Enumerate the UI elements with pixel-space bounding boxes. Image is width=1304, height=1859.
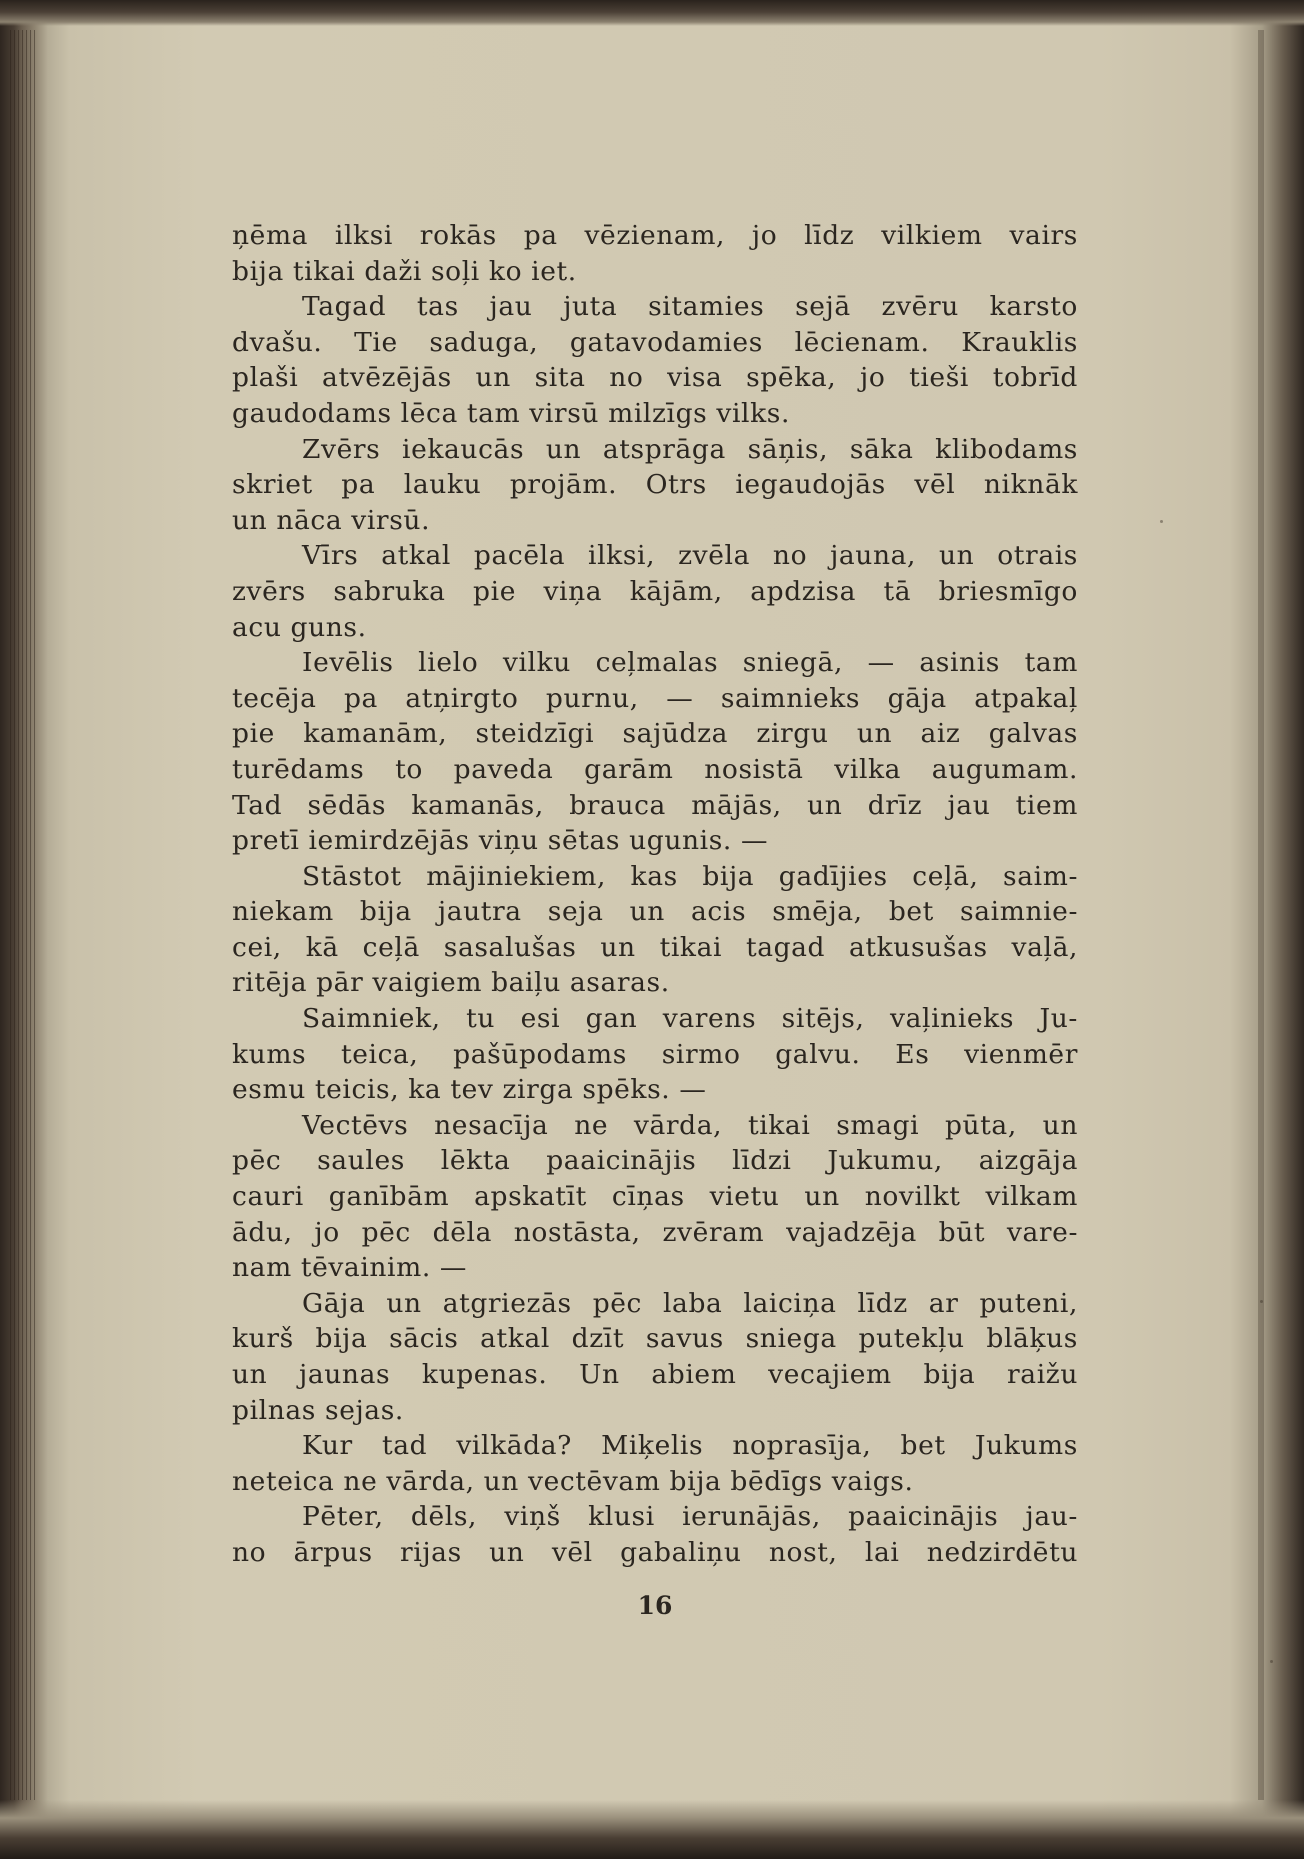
text-line: un jaunas kupenas. Un abiem vecajiem bija raižu xyxy=(232,1359,1078,1390)
body-text xyxy=(232,218,1078,1571)
text-line: neteica ne vārda, un vectēvam bija bēdīgs vaigs. xyxy=(232,1465,914,1497)
paper-speck xyxy=(1260,1300,1263,1303)
paper-speck xyxy=(960,1370,963,1373)
text-line: Ievēlis lielo vilku ceļmalas sniegā, — asinis tam xyxy=(302,647,1078,679)
text-line: kurš bija sācis atkal dzīt savus sniega putekļu blāķus xyxy=(232,1323,1078,1355)
text-line: cei, kā ceļā sasalušas un tikai tagad atkusušas vaļā, xyxy=(232,931,1078,963)
text-line: bija tikai daži soļi ko iet. xyxy=(232,255,577,287)
text-line: Saimniek, tu esi gan varens sitējs, vaļinieks Ju- xyxy=(302,1003,1078,1035)
text-line: gaudodams lēca tam virsū milzīgs vilks. xyxy=(232,397,790,429)
page-number: 16 xyxy=(637,1591,673,1620)
text-line: acu guns. xyxy=(232,611,367,643)
text-line: pilnas sejas. xyxy=(232,1394,404,1426)
text-line: skriet pa lauku projām. Otrs iegaudojās vēl niknāk xyxy=(232,469,1078,501)
text-line: Tad sēdās kamanās, brauca mājās, un drīz jau tiem xyxy=(232,789,1078,821)
text-line: ritēja pār vaigiem baiļu asaras. xyxy=(232,967,670,999)
text-line: Vīrs atkal pacēla ilksi, zvēla no jauna, un otrais xyxy=(302,540,1078,572)
text-line: esmu teicis, ka tev zirga spēks. — xyxy=(232,1074,707,1106)
text-line: Stāstot mājiniekiem, kas bija gadījies ceļā, saim- xyxy=(302,860,1078,892)
text-line: nam tēvainim. — xyxy=(232,1252,468,1284)
text-line: no ārpus rijas un vēl gabaliņu nost, lai nedzirdētu xyxy=(232,1536,1078,1568)
text-line: Vectēvs nesacīja ne vārda, tikai smagi pūta, un xyxy=(302,1109,1078,1141)
text-line: ņēma ilksi rokās pa vēzienam, jo līdz vilkiem vairs xyxy=(232,220,1078,251)
text-line: Kur tad vilkāda? Miķelis noprasīja, bet Jukums xyxy=(302,1430,1078,1462)
text-line: Zvērs iekaucās un atsprāga sāņis, sāka klibodams xyxy=(302,433,1078,465)
page-right-shadow xyxy=(1258,30,1264,1800)
text-line: turēdams to paveda garām nosistā vilka augumam. xyxy=(232,753,1078,785)
text-line: dvašu. Tie saduga, gatavodamies lēcienam. Krauklis xyxy=(232,326,1078,358)
text-line: tecēja pa atņirgto purnu, — saimnieks gāja atpakaļ xyxy=(232,682,1078,714)
text-line: zvērs sabruka pie viņa kājām, apdzisa tā briesmīgo xyxy=(232,575,1078,607)
text-line: kums teica, pašūpodams sirmo galvu. Es vienmēr xyxy=(232,1038,1078,1070)
binding-gutter xyxy=(10,30,36,1800)
text-line: ādu, jo pēc dēla nostāsta, zvēram vajadzēja būt vare- xyxy=(232,1216,1078,1248)
text-line: pie kamanām, steidzīgi sajūdza zirgu un aiz galvas xyxy=(232,718,1078,750)
text-line: un nāca virsū. xyxy=(232,504,431,536)
text-line: cauri ganībām apskatīt cīņas vietu un novilkt vilkam xyxy=(232,1181,1078,1213)
text-line: Pēter, dēls, viņš klusi ierunājās, paaicinājis jau- xyxy=(302,1501,1078,1533)
page-bottom-edge xyxy=(0,1800,1304,1859)
text-line: Tagad tas jau juta sitamies sejā zvēru karsto xyxy=(302,291,1078,323)
text-line: niekam bija jautra seja un acis smēja, bet saimnie- xyxy=(232,896,1078,928)
text-line: pretī iemirdzējās viņu sētas ugunis. — xyxy=(232,825,769,857)
text-line: plaši atvēzējās un sita no visa spēka, jo tieši tobrīd xyxy=(232,362,1078,394)
page-top-edge xyxy=(0,0,1304,26)
paper-speck xyxy=(1270,1660,1273,1663)
text-line: Gāja un atgriezās pēc laba laiciņa līdz ar puteni, xyxy=(302,1287,1078,1319)
paper-speck xyxy=(1160,520,1163,523)
text-line: pēc saules lēkta paaicinājis līdzi Jukumu, aizgāja xyxy=(232,1145,1078,1177)
